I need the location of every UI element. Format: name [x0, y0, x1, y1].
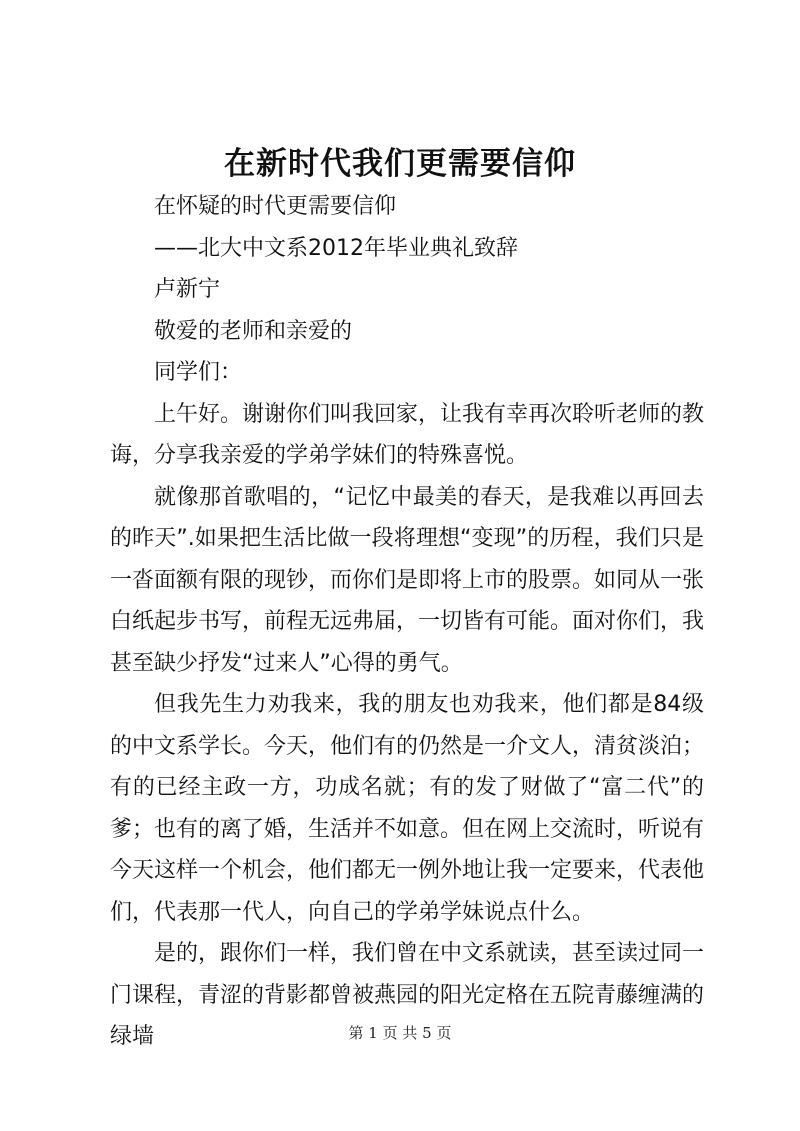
body-paragraph: 卢新宁	[154, 277, 221, 302]
body-paragraph: 上午好。谢谢你们叫我回家，让我有幸再次聆听老师的教诲，分享我亲爱的学弟学妹们的特殊喜悦。	[110, 401, 705, 468]
body-paragraph: 是的，跟你们一样，我们曾在中文系就读，甚至读过同一门课程，青涩的背影都曾被燕园的阳光定格在五院青藤缠满的绿墙	[110, 941, 705, 1049]
body-paragraph: ——北大中文系2012年毕业典礼致辞	[154, 235, 518, 261]
document-title: 在新时代我们更需要信仰	[224, 146, 576, 182]
body-paragraph: 但我先生力劝我来，我的朋友也劝我来，他们都是84级的中文系学长。今天，他们有的仍然是一介文人，清贫淡泊；有的已经主政一方，功成名就；有的发了财做了“富二代”的爹；也有的离了婚，生活并不如意。但在网上交流时，听说有今天这样一个机会，他们都无一例外地让我一定要来，代表他们，代表那一代人，向自己的学弟学妹说点什么。	[110, 692, 705, 925]
page-number-footer: 第 1 页 共 5 页	[348, 1024, 452, 1042]
body-paragraph: 就像那首歌唱的，“记忆中最美的春天，是我难以再回去的昨天”.如果把生活比做一段将理想“变现”的历程，我们只是一沓面额有限的现钞，而你们是即将上市的股票。如同从一张白纸起步书写，前程无远弗届，一切皆有可能。面对你们，我甚至缺少抒发“过来人”心得的勇气。	[110, 484, 705, 676]
document-body	[110, 186, 704, 1058]
body-paragraph: 同学们：	[154, 360, 243, 385]
body-paragraph: 敬爱的老师和亲爱的	[154, 318, 353, 344]
body-paragraph: 在怀疑的时代更需要信仰	[154, 194, 397, 219]
